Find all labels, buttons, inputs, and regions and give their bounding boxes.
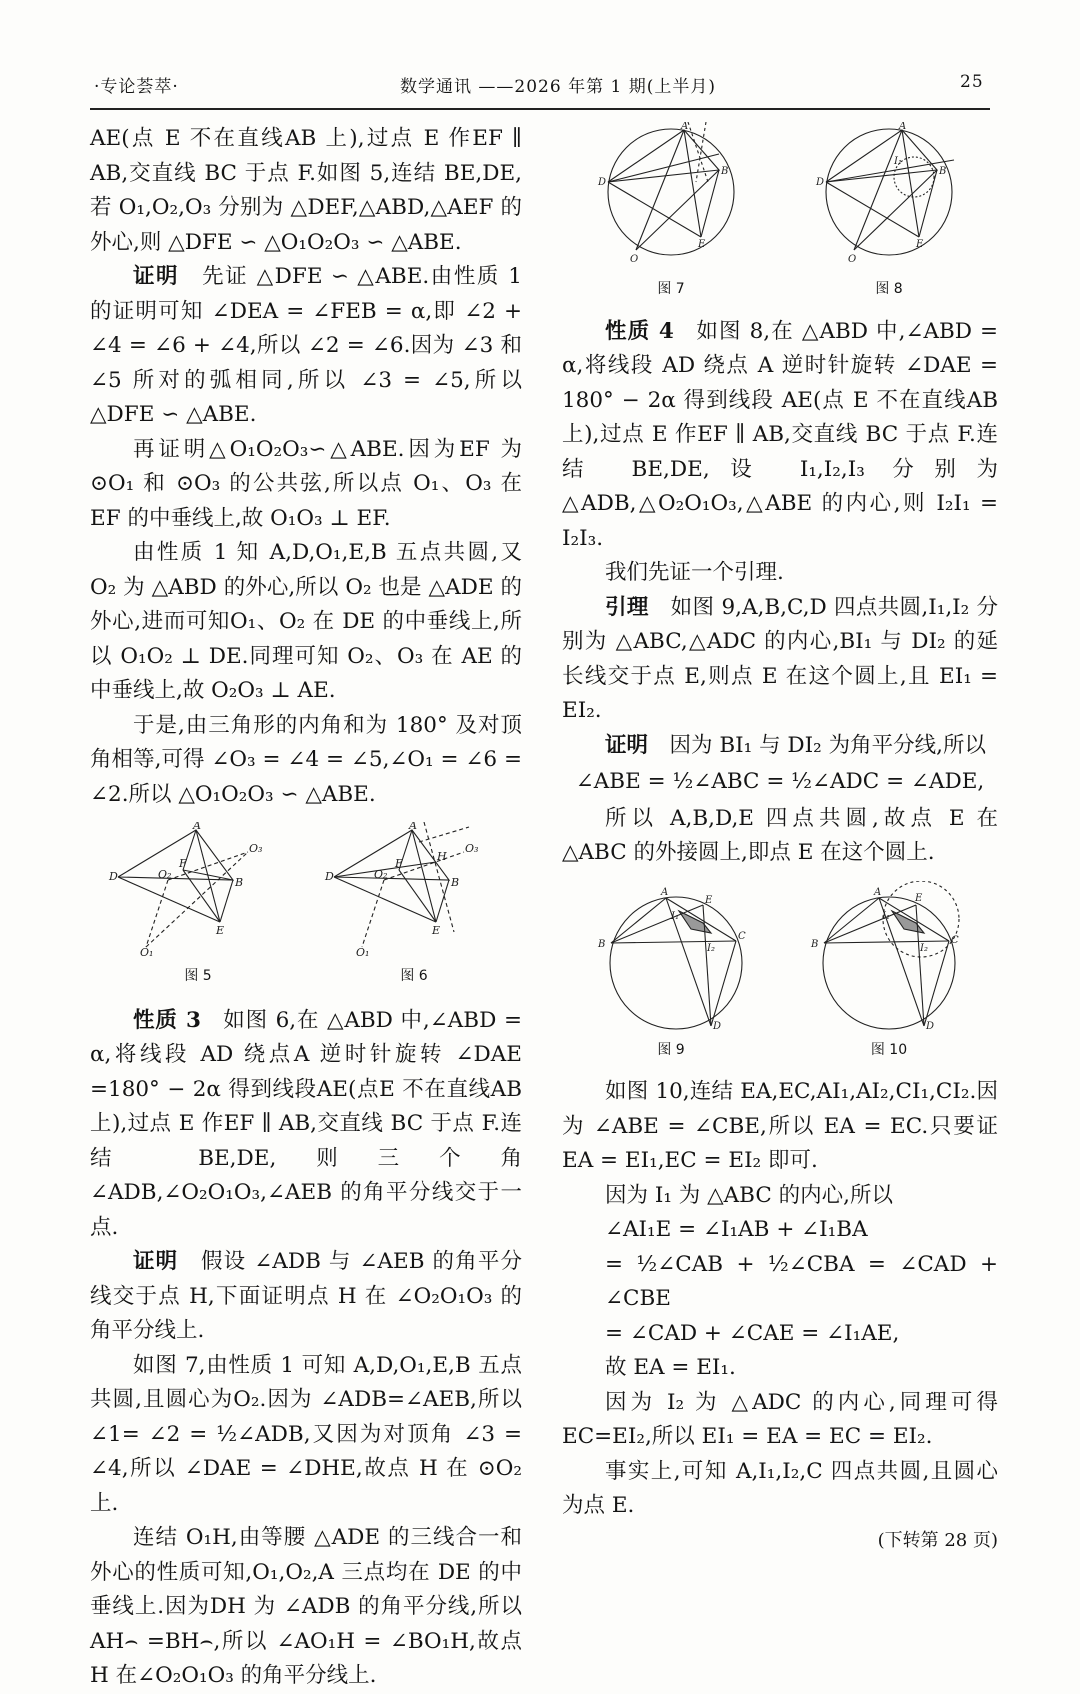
paragraph: 由性质 1 知 A,D,O₁,E,B 五点共圆,又 O₂ 为 △ABD 的外心,所以 O₂ 也是 △ADE 的外心,进而可知O₁、O₂ 在 DE 的中垂线上,所以 O₁O₂ ⊥ DE.同理可知 O₂、O₃ 在 AE 的中垂线上,故 O₂O₃ ⊥ AE.: [90, 540, 522, 703]
figure-row-9-10: [562, 881, 998, 1068]
label-F: F: [395, 857, 403, 870]
proof-label: 证明: [133, 264, 180, 289]
figure-8-caption: 图 8: [875, 281, 903, 297]
label-D: D: [816, 177, 825, 188]
paragraph: 我们先证一个引理.: [605, 560, 784, 585]
proof-label: 证明: [605, 732, 649, 758]
lemma-paragraph: [562, 591, 998, 729]
label-B: B: [721, 166, 729, 177]
label-O: O: [630, 254, 639, 265]
figure-9: [591, 881, 751, 1068]
header-rule: [90, 108, 990, 110]
figure-6-caption: 图 6: [400, 968, 428, 984]
paragraph-text: 如图 6,在 △ABD 中,∠ABD = α,将线段 AD 绕点A 逆时针旋转 ∠DAE =180° − 2α 得到线段AE(点E 不在直线AB 上),过点 E 作EF ∥ AB,交直线 BC 于点 F.连结 BE,DE,则三个角 ∠ADB,∠O₂O₁O₃,∠AEB 的角平分线交于一点.: [90, 1007, 522, 1240]
section-label: ·专论荟萃·: [94, 77, 179, 97]
right-column: [562, 122, 998, 1558]
label-B: B: [451, 876, 460, 889]
label-O2: O₂: [374, 868, 388, 881]
label-C: C: [738, 930, 746, 942]
continued-note: (下转第 28 页): [877, 1529, 998, 1551]
label-A: A: [874, 886, 882, 898]
label-E: E: [432, 924, 441, 937]
equation: ∠AI₁E = ∠I₁AB + ∠I₁BA: [605, 1217, 868, 1242]
label-E: E: [698, 239, 706, 250]
paragraph: 事实上,可知 A,I₁,I₂,C 四点共圆,且圆心为点 E.: [562, 1458, 998, 1518]
figure-7: [596, 122, 746, 307]
page-number: 25: [960, 72, 984, 92]
figure-9-diagram: [591, 881, 751, 1031]
journal-title: 数学通讯 ——2026 年第 1 期(上半月): [400, 77, 716, 97]
paragraph-text: 如图 8,在 △ABD 中,∠ABD = α,将线段 AD 绕点 A 逆时针旋转 ∠DAE = 180° − 2α 得到线段 AE(点 E 不在直线AB 上),过点 E 作EF ∥ AB,交直线 BC 于点 F.连结 BE,DE,设 I₁,I₂,I₃ 分别为 △ADB,△O₂O₁O₃,△ABE 的内心,则 I₂I₁ = I₂I₃.: [562, 318, 998, 551]
label-I2: I₂: [920, 942, 928, 954]
paragraph: 连结 O₁H,由等腰 △ADE 的三线合一和外心的性质可知,O₁,O₂,A 三点均在 DE 的中垂线上.因为DH 为 ∠ADB 的角平分线,所以AH⌢ =BH⌢,所以 ∠AO₁H = ∠BO₁H,故点 H 在∠O₂O₁O₃ 的角平分线上.: [90, 1525, 522, 1688]
label-C: C: [951, 934, 959, 946]
figure-5-caption: 图 5: [184, 968, 212, 984]
paragraph: 于是,由三角形的内角和为 180° 及对顶角相等,可得 ∠O₃ = ∠4 = ∠5,∠O₁ = ∠6 = ∠2.所以 △O₁O₂O₃ ∽ △ABE.: [90, 712, 522, 807]
paragraph-text: 如图 9,A,B,C,D 四点共圆,I₁,I₂ 分别为 △ABC,△ADC 的内心,BI₁ 与 DI₂ 的延长线交于点 E,则点 E 在这个圆上,且 EI₁ = EI₂.: [562, 594, 998, 723]
label-O2: O₂: [158, 868, 172, 881]
proof-paragraph: [562, 729, 998, 764]
figure-7-diagram: [596, 122, 746, 270]
label-A: A: [193, 822, 201, 832]
label-H: H: [437, 850, 447, 863]
label-E: E: [915, 892, 923, 904]
label-A: A: [661, 886, 669, 898]
paragraph: AE(点 E 不在直线AB 上),过点 E 作EF ∥ AB,交直线 BC 于点 F.如图 5,连结 BE,DE,若 O₁,O₂,O₃ 分别为 △DEF,△ABD,△AEF 的外心,则 △DFE ∽ △O₁O₂O₃ ∽ △ABE.: [90, 126, 522, 255]
equation: 故 EA = EI₁.: [605, 1355, 736, 1380]
label-D: D: [325, 870, 334, 883]
left-column: [90, 122, 522, 1694]
equation: = ∠CAD + ∠CAE = ∠I₁AE,: [605, 1320, 900, 1346]
paragraph: 因为 I₁ 为 △ABC 的内心,所以: [605, 1182, 893, 1208]
label-F: F: [179, 857, 187, 870]
paragraph-text: 假设 ∠ADB 与 ∠AEB 的角平分线交于点 H,下面证明点 H 在 ∠O₂O₁O₃ 的角平分线上.: [90, 1249, 522, 1343]
label-B: B: [939, 166, 947, 177]
paragraph-text: 先证 △DFE ∽ △ABE.由性质 1 的证明可知 ∠DEA = ∠FEB = α,即 ∠2 + ∠4 = ∠6 + ∠4,所以 ∠2 = ∠6.因为 ∠3 和 ∠5 所对的弧相同,所以 ∠3 = ∠5,所以 △DFE ∽ △ABE.: [90, 264, 522, 427]
label-D: D: [926, 1020, 935, 1031]
label-O: O: [848, 254, 857, 265]
label-O3: O₃: [249, 842, 263, 855]
figure-6: [324, 822, 504, 994]
label-E: E: [705, 894, 713, 906]
label-I1: I₁: [882, 910, 890, 922]
figure-10-caption: 图 10: [870, 1041, 908, 1058]
label-O1: O₁: [356, 946, 370, 957]
equation: ∠ABE = ½∠ABC = ½∠ADC = ∠ADE,: [575, 769, 985, 794]
label-A: A: [409, 822, 417, 832]
figure-5-diagram: [108, 822, 288, 957]
figure-6-diagram: [324, 822, 504, 957]
figure-row-7-8: [562, 122, 998, 307]
label-B: B: [598, 938, 606, 950]
label-O1: O₁: [140, 946, 154, 957]
label-B: B: [811, 938, 819, 950]
figure-8-diagram: [814, 122, 964, 270]
proof-paragraph: [90, 1245, 522, 1349]
label-A: A: [899, 122, 907, 132]
label-I1: I₁: [894, 156, 902, 167]
label-D: D: [109, 870, 118, 883]
figure-10: [809, 881, 969, 1068]
label-E: E: [916, 239, 924, 250]
label-A: A: [681, 122, 689, 132]
property-4-paragraph: [562, 315, 998, 557]
lemma-label: 引理: [605, 594, 649, 620]
label-B: B: [235, 876, 244, 889]
paragraph: 再证明△O₁O₂O₃∽△ABE.因为EF 为⊙O₁ 和 ⊙O₃ 的公共弦,所以点 O₁、O₃ 在 EF 的中垂线上,故 O₁O₃ ⊥ EF.: [90, 436, 522, 531]
label-D: D: [713, 1020, 722, 1031]
label-O3: O₃: [465, 842, 479, 855]
paragraph: 因为 I₂ 为 △ADC 的内心,同理可得 EC=EI₂,所以 EI₁ = EA = EC = EI₂.: [562, 1389, 998, 1449]
property-3-label: 性质 3: [133, 1007, 201, 1033]
paragraph: 如图 10,连结 EA,EC,AI₁,AI₂,CI₁,CI₂.因为 ∠ABE = ∠CBE,所以 EA = EC.只要证 EA = EI₁,EC = EI₂ 即可.: [562, 1079, 998, 1173]
property-3-paragraph: [90, 1004, 522, 1246]
paragraph: 所以 A,B,D,E 四点共圆,故点 E 在 △ABC 的外接圆上,即点 E 在这个圆上.: [562, 805, 998, 865]
figure-row-5-6: [90, 822, 522, 994]
label-D: D: [598, 177, 607, 188]
label-I1: I₁: [671, 910, 679, 922]
figure-10-diagram: [809, 881, 969, 1031]
label-E: E: [216, 924, 225, 937]
figure-7-caption: 图 7: [657, 281, 685, 297]
label-I2: I₂: [707, 942, 715, 954]
figure-9-caption: 图 9: [657, 1041, 685, 1058]
paragraph: 如图 7,由性质 1 可知 A,D,O₁,E,B 五点共圆,且圆心为O₂.因为 ∠ADB=∠AEB,所以 ∠1= ∠2 = ½∠ADB,又因为对顶角 ∠3 = ∠4,所以 ∠DAE = ∠DHE,故点 H 在 ⊙O₂ 上.: [90, 1352, 522, 1516]
figure-5: [108, 822, 288, 994]
proof-paragraph: [90, 260, 522, 433]
figure-8: [814, 122, 964, 307]
proof-label: 证明: [133, 1249, 179, 1274]
equation: = ½∠CAB + ½∠CBA = ∠CAD + ∠CBE: [605, 1251, 998, 1311]
property-4-label: 性质 4: [605, 318, 674, 344]
paragraph-text: 因为 BI₁ 与 DI₂ 为角平分线,所以: [669, 732, 986, 758]
